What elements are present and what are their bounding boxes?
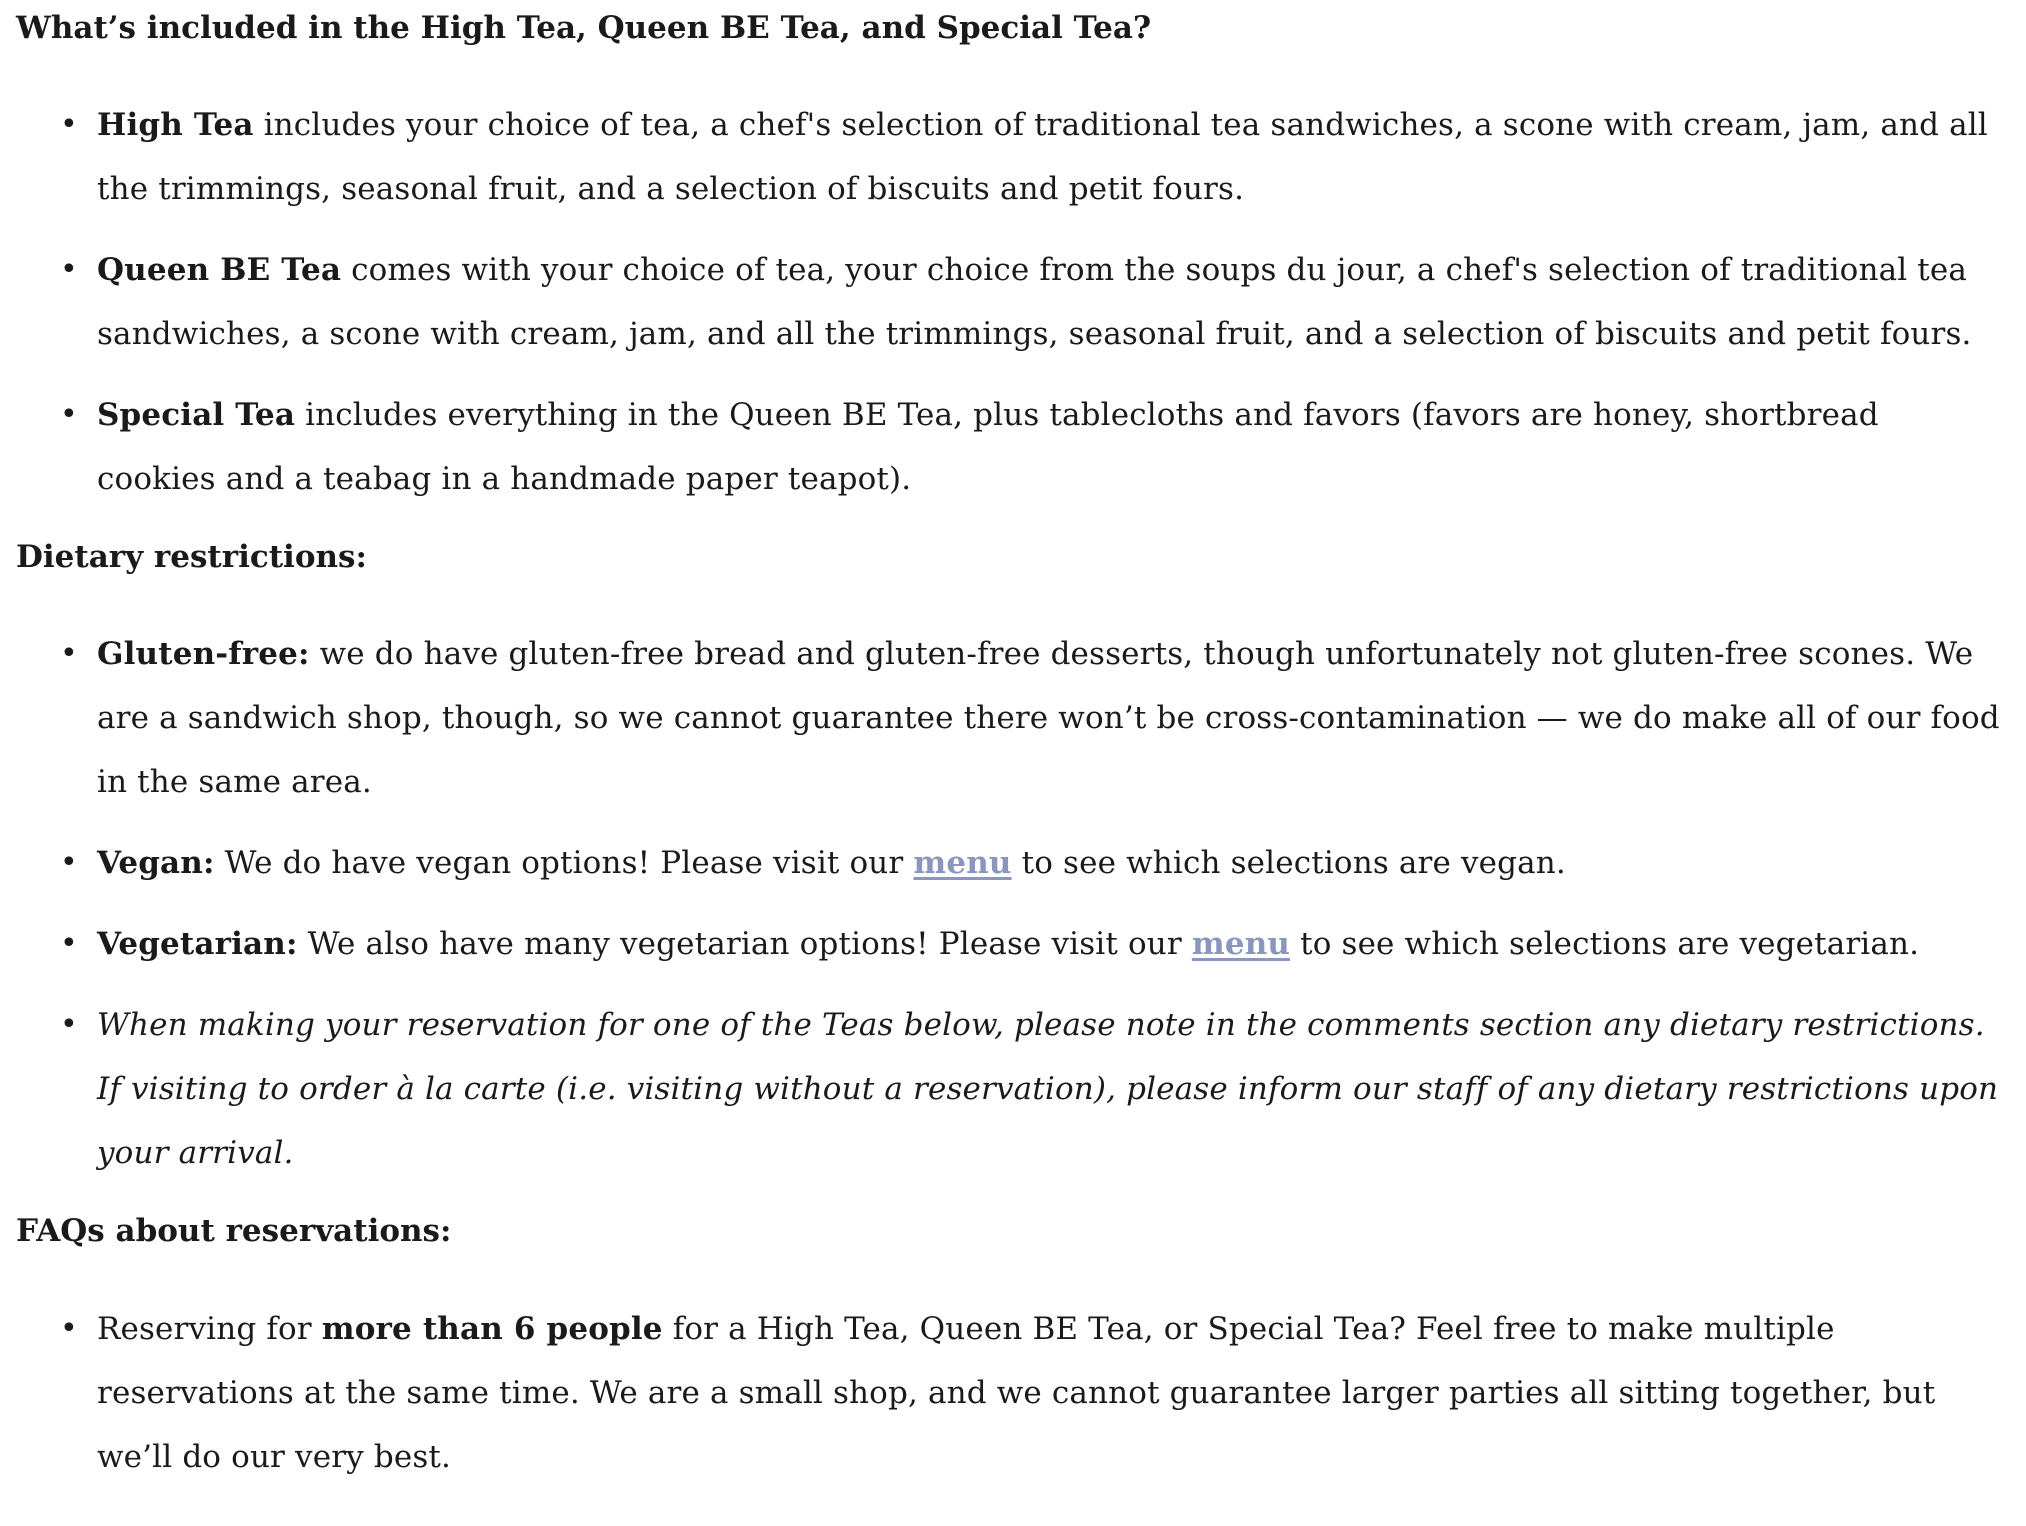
item-term: High Tea [97, 107, 254, 144]
item-text: We also have many vegetarian options! Please visit our [297, 926, 1192, 963]
item-term: Vegan: [97, 845, 215, 882]
item-text: We do have vegan options! Please visit our [214, 845, 914, 882]
list-item-gluten-free [16, 622, 2002, 814]
item-emphasis: more than 6 people [321, 1310, 663, 1347]
item-text: includes your choice of tea, a chef's selection of traditional tea sandwiches, a scone with cream, jam, and all the trimmings, seasonal fruit, and a selection of biscuits and petit fours. [97, 107, 1988, 208]
item-text: Reserving for [97, 1310, 322, 1347]
item-text: When making your reservation for one of the Teas below, please note in the comments section any dietary restrictions. If visiting to order à la carte (i.e. visiting without a reservation), please inform our staff of any dietary restrictions upon your arrival. [97, 1007, 1999, 1172]
list-item-high-tea [16, 93, 2002, 221]
item-term: Gluten-free: [97, 636, 310, 673]
item-text: includes everything in the Queen BE Tea, plus tablecloths and favors (favors are honey, shortbread cookies and a teabag in a handmade paper teapot). [97, 397, 1879, 498]
included-list [16, 93, 2002, 511]
dietary-list [16, 622, 2002, 1185]
dietary-heading: Dietary restrictions: [16, 539, 367, 576]
item-text: for a High Tea, Queen BE Tea, or Special Tea? Feel free to make multiple reservations at the same time. We are a small shop, and we cannot guarantee larger parties all sitting together, but we’ll do our very best. [97, 1310, 1936, 1475]
item-text: comes with your choice of tea, your choice from the soups du jour, a chef's selection of traditional tea sandwiches, a scone with cream, jam, and all the trimmings, seasonal fruit, and a selection of biscuits and petit fours. [97, 252, 1972, 353]
item-term: Special Tea [97, 397, 296, 434]
list-item-special-tea [16, 383, 2002, 511]
item-text: to see which selections are vegetarian. [1290, 926, 1920, 963]
reservations-list [16, 1297, 2002, 1489]
item-text: to see which selections are vegan. [1011, 845, 1566, 882]
item-term: Queen BE Tea [97, 252, 342, 289]
list-item-vegan [16, 831, 2002, 895]
vegetarian-menu-link[interactable]: menu [1191, 926, 1291, 963]
vegan-menu-link[interactable]: menu [913, 845, 1012, 882]
list-item-vegetarian [16, 912, 2002, 976]
reservations-heading: FAQs about reservations: [16, 1213, 452, 1250]
list-item-queen-be-tea [16, 238, 2002, 366]
list-item-large-party [16, 1297, 2002, 1489]
item-text: we do have gluten-free bread and gluten-free desserts, though unfortunately not gluten-free scones. We are a sandwich shop, though, so we cannot guarantee there won’t be cross-contamination — we do make all of our food in the same area. [97, 636, 2000, 801]
item-term: Vegetarian: [97, 926, 298, 963]
included-heading: What’s included in the High Tea, Queen BE Tea, and Special Tea? [16, 10, 1152, 46]
list-item-dietary-note [16, 993, 2002, 1185]
